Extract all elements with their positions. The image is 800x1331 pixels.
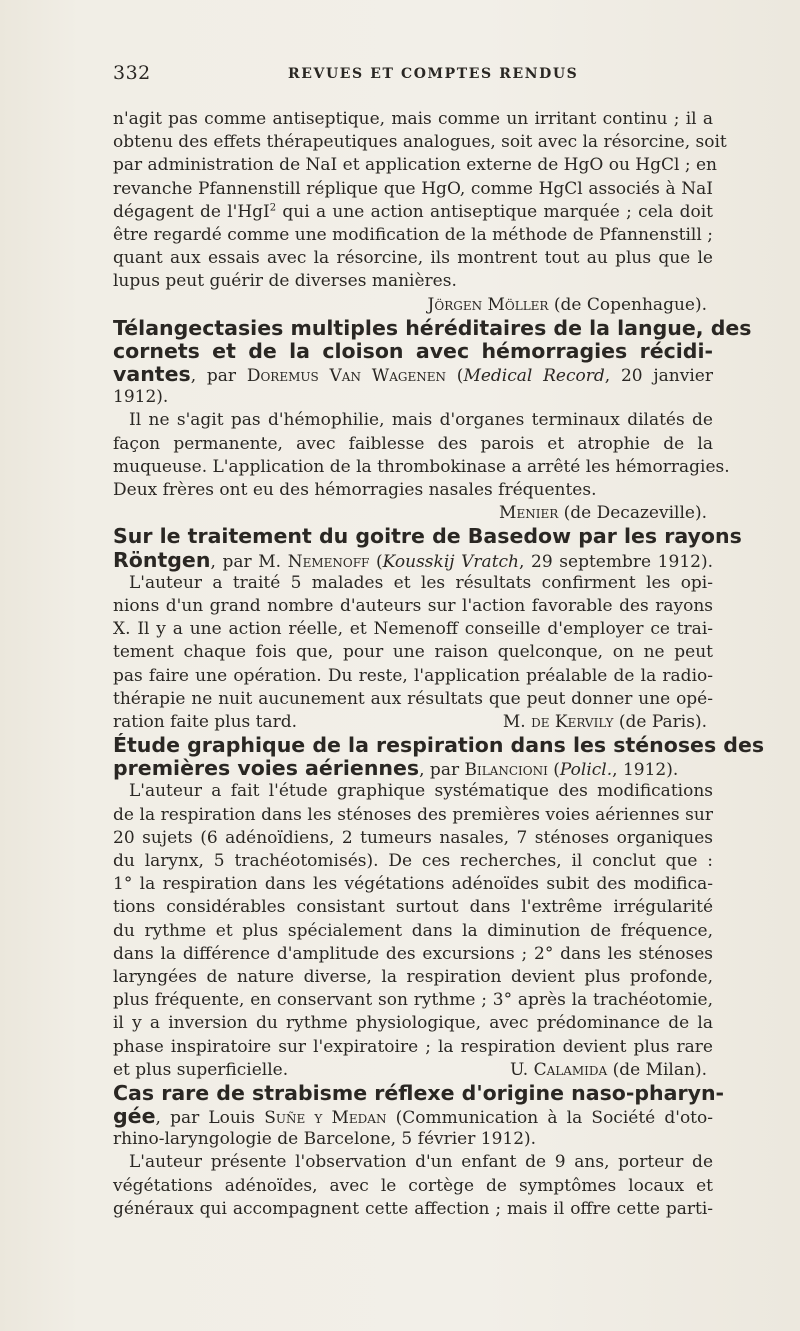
signature [113, 294, 713, 317]
text-line: il y a inversion du rythme physiologique, avec prédominance de la [113, 1013, 713, 1034]
signature-name: Menier [499, 503, 559, 524]
text-run: , par [190, 366, 247, 387]
signature [503, 711, 713, 734]
text-run: (Communication à la Société d'oto- [386, 1108, 713, 1129]
article-strabisme [113, 1080, 725, 1221]
text-line: Deux frères ont eu des hémorragies nasales fréquentes. [113, 480, 597, 500]
intro-paragraph [113, 108, 727, 317]
article-author: Doremus Van Wagenen [246, 366, 447, 387]
text-line: végétations adénoïdes, avec le cortège de symptômes locaux et [113, 1175, 713, 1196]
article-title-line: rhino-laryngologie de Barcelone, 5 février 1912). [113, 1129, 537, 1150]
article-telangectasies [113, 315, 752, 526]
text-line: laryngées de nature diverse, la respiration devient plus profonde, [113, 966, 713, 987]
text-line: L'auteur a traité 5 malades et les résultats confirment les opi- [129, 572, 713, 593]
superscript: 2 [269, 202, 277, 214]
text-run: et plus superficielle. [113, 1059, 289, 1080]
text-line: n'agit pas comme antiseptique, mais comme un irritant continu ; il a [113, 109, 713, 129]
article-source: Medical Record [463, 366, 605, 387]
article-title-line: 1912). [113, 387, 169, 408]
signature-place: (de Paris). [613, 711, 707, 732]
page-number: 332 [113, 62, 151, 84]
text-run: ( [446, 366, 464, 387]
text-line: du rythme et plus spécialement dans la diminution de fréquence, [113, 920, 713, 941]
text-run: , par [419, 760, 465, 781]
title-run: vantes [113, 362, 191, 387]
text-line: nions d'un grand nombre d'auteurs sur l'action favorable des rayons [113, 595, 713, 616]
signature-place: (de Decazeville). [558, 503, 707, 524]
text-line: dans la différence d'amplitude des excursions ; 2° dans les sténoses [113, 943, 713, 964]
title-run: gée [113, 1104, 156, 1129]
article-source: Kousskij Vratch [382, 551, 519, 572]
signature [113, 502, 713, 525]
signature-place: (de Copenhague). [548, 294, 707, 315]
signature-name: Calamida [533, 1059, 608, 1080]
signature-prefix: M. [502, 711, 532, 732]
article-author: Bilancioni [464, 760, 548, 781]
text-line: de la respiration dans les sténoses des premières voies aériennes sur [113, 804, 713, 825]
signature-name: Jörgen Möller [427, 294, 549, 315]
text-run: ( [369, 551, 383, 572]
text-run: , par M. [210, 551, 288, 572]
article-goitre-basedow [113, 524, 742, 734]
text-run: , 1912). [612, 760, 679, 781]
article-author: Nemenoff [287, 551, 370, 572]
text-line: généraux qui accompagnent cette affection ; mais il offre cette parti- [113, 1198, 713, 1219]
article-source: Policl. [559, 760, 613, 781]
text-line: thérapie ne nuit aucunement aux résultats que peut donner une opé- [113, 688, 713, 709]
article-title-line [113, 1105, 713, 1128]
text-line: quant aux essais avec la résorcine, ils montrent tout au plus que le [113, 248, 713, 269]
title-run: premières voies aériennes [113, 756, 420, 781]
text-line: 20 sujets (6 adénoïdiens, 2 tumeurs nasales, 7 sténoses organiques [113, 827, 713, 848]
text-line: L'auteur a fait l'étude graphique systématique des modifications [129, 781, 713, 802]
text-line-with-signature [113, 1059, 713, 1082]
signature-name: de Kervily [531, 711, 614, 732]
text-line: pas faire une opération. Du reste, l'application préalable de la radio- [113, 665, 713, 686]
text-line: plus fréquente, en conservant son rythme ; 3° après la trachéotomie, [113, 990, 713, 1011]
signature-prefix: U. [510, 1059, 534, 1080]
article-title-line [113, 363, 713, 386]
article-etude-respiration [113, 733, 765, 1082]
signature [510, 1059, 713, 1082]
text-line: être regardé comme une modification de la méthode de Pfannenstill ; [113, 224, 713, 245]
signature-place: (de Milan). [607, 1059, 707, 1080]
text-line: tions considérables consistant surtout dans l'extrême irrégularité [113, 897, 713, 918]
text-line: X. Il y a une action réelle, et Nemenoff conseille d'employer ce trai- [113, 619, 713, 640]
article-title-line [113, 549, 713, 572]
page-body [113, 108, 765, 1221]
text-line-with-signature [113, 711, 713, 734]
text-line: phase inspiratoire sur l'expiratoire ; la respiration devient plus rare [113, 1036, 713, 1057]
text-line: revanche Pfannenstill réplique que HgO, comme HgCl associés à NaI [113, 178, 713, 199]
text-line: lupus peut guérir de diverses manières. [113, 271, 457, 292]
article-title-line [113, 757, 713, 780]
article-title-line: Télangectasies multiples héréditaires de la langue, des [113, 315, 752, 340]
text-line [113, 201, 713, 224]
running-title: REVUES ET COMPTES RENDUS [288, 66, 579, 82]
text-line: 1° la respiration dans les végétations adénoïdes subit des modifica- [113, 874, 713, 895]
title-run: Röntgen [113, 547, 211, 572]
article-title-line: cornets et de la cloison avec hémorragies récidi- [113, 338, 713, 363]
text-run: ( [547, 760, 560, 781]
article-title-line: Sur le traitement du goitre de Basedow par les rayons [113, 524, 742, 549]
page-header [113, 62, 713, 90]
text-line: obtenu des effets thérapeutiques analogues, soit avec la résorcine, soit [113, 132, 727, 153]
article-title-line: Étude graphique de la respiration dans les sténoses des [113, 733, 765, 758]
text-line: du larynx, 5 trachéotomisés). De ces recherches, il conclut que : [113, 851, 713, 871]
text-line: tement chaque fois que, pour une raison quelconque, on ne peut [113, 642, 713, 663]
text-line: par administration de NaI et application externe de HgO ou HgCl ; en [113, 155, 717, 176]
text-line: Il ne s'agit pas d'hémophilie, mais d'organes terminaux dilatés de [129, 410, 713, 431]
text-line: façon permanente, avec faiblesse des parois et atrophie de la [113, 433, 713, 454]
text-run: qui a une action antiseptique marquée ; cela doit [276, 201, 713, 222]
text-run: , par Louis [155, 1108, 265, 1129]
text-run: ration faite plus tard. [113, 711, 298, 732]
article-author: Suñe y Medan [264, 1108, 387, 1129]
text-line: muqueuse. L'application de la thrombokinase a arrêté les hémorragies. [113, 456, 730, 477]
text-run: dégagent de l'HgI [113, 201, 270, 222]
text-run: , 29 septembre 1912). [519, 551, 713, 572]
text-line: L'auteur présente l'observation d'un enfant de 9 ans, porteur de [129, 1152, 713, 1173]
article-title-line: Cas rare de strabisme réflexe d'origine naso-pharyn- [113, 1080, 725, 1105]
text-run: , 20 janvier [604, 366, 713, 387]
